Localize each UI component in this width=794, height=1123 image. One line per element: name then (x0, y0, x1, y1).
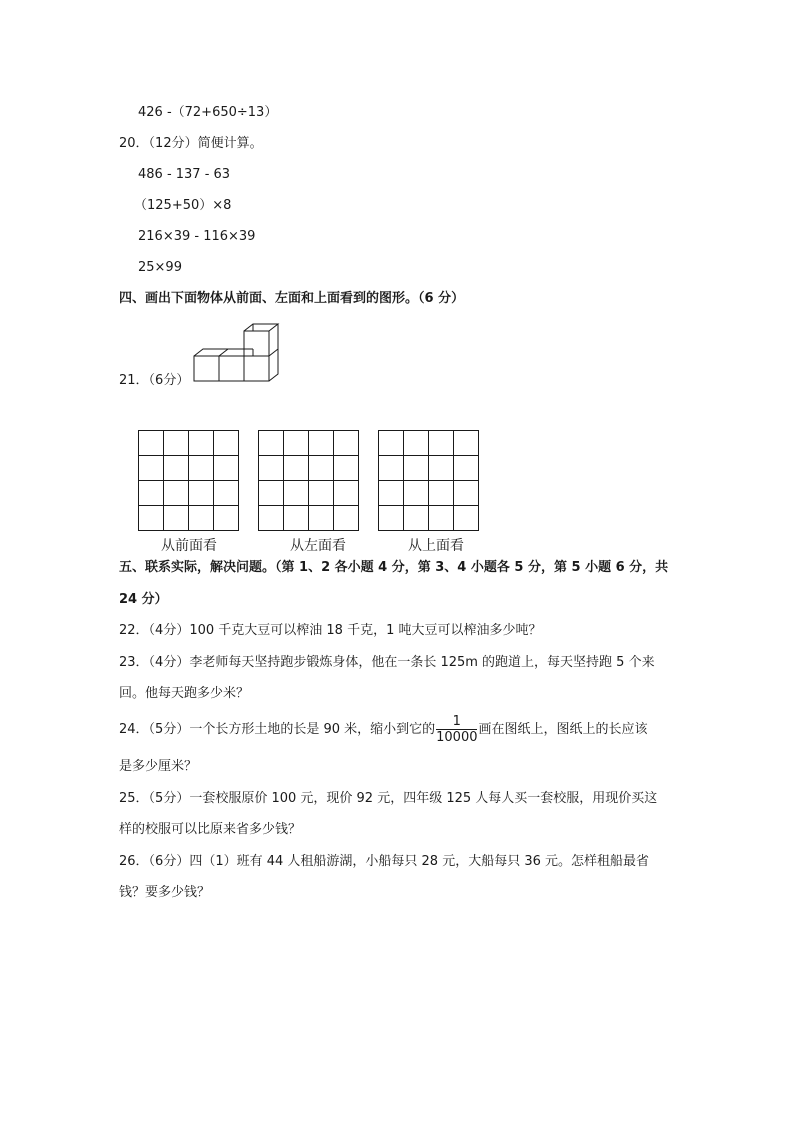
question-20: 20．（12分）简便计算。 (119, 136, 263, 151)
grid-front-caption: 从前面看 (161, 538, 217, 554)
section-4-heading: 四、画出下面物体从前面、左面和上面看到的图形。（6 分） (119, 291, 465, 306)
question-23-cont: 回。他每天跑多少米？ (119, 686, 250, 701)
expr-486: 486 - 137 - 63 (138, 167, 231, 182)
question-25: 25．（5分）一套校服原价 100 元，现价 92 元，四年级 125 人每人买一套校服，用现价买这 (119, 791, 658, 806)
expr-25x99: 25×99 (138, 260, 182, 275)
question-24-pre: 24．（5分）一个长方形土地的长是 90 米，缩小到它的 (119, 722, 436, 737)
question-25-cont: 样的校服可以比原来省多少钱？ (119, 822, 302, 837)
question-22: 22．（4分）100 千克大豆可以榨油 18 千克，1 吨大豆可以榨油多少吨？ (119, 623, 542, 638)
question-26-cont: 钱？要多少钱？ (119, 885, 211, 900)
cube-figure (190, 320, 290, 384)
question-24 (119, 714, 648, 745)
section-5-heading: 五、联系实际，解决问题。（第 1、2 各小题 4 分，第 3、4 小题各 5 分，第 5 小题 6 分，共 (119, 560, 669, 575)
question-23: 23．（4分）李老师每天坚持跑步锻炼身体，他在一条长 125m 的跑道上，每天坚持跑 5 个来 (119, 655, 655, 670)
grid-left[interactable] (258, 430, 359, 531)
grid-left-caption: 从左面看 (290, 538, 346, 554)
question-26: 26．（6分）四（1）班有 44 人租船游湖，小船每只 28 元，大船每只 36 元。怎样租船最省 (119, 854, 650, 869)
expr-216x39: 216×39 - 116×39 (138, 229, 256, 244)
question-24-post: 画在图纸上，图纸上的长应该 (478, 722, 648, 737)
expr-426: 426 -（72+650÷13） (138, 105, 278, 120)
grid-front[interactable] (138, 430, 239, 531)
fraction (436, 714, 477, 745)
expr-125-50: （125+50）×8 (134, 198, 232, 213)
fraction-denominator: 10000 (436, 730, 478, 745)
section-5-heading-cont: 24 分） (119, 592, 168, 607)
question-24-cont: 是多少厘米？ (119, 759, 198, 774)
grid-top[interactable] (378, 430, 479, 531)
question-21: 21．（6分） (119, 373, 190, 388)
fraction-numerator: 1 (436, 714, 477, 730)
grid-top-caption: 从上面看 (408, 538, 464, 554)
